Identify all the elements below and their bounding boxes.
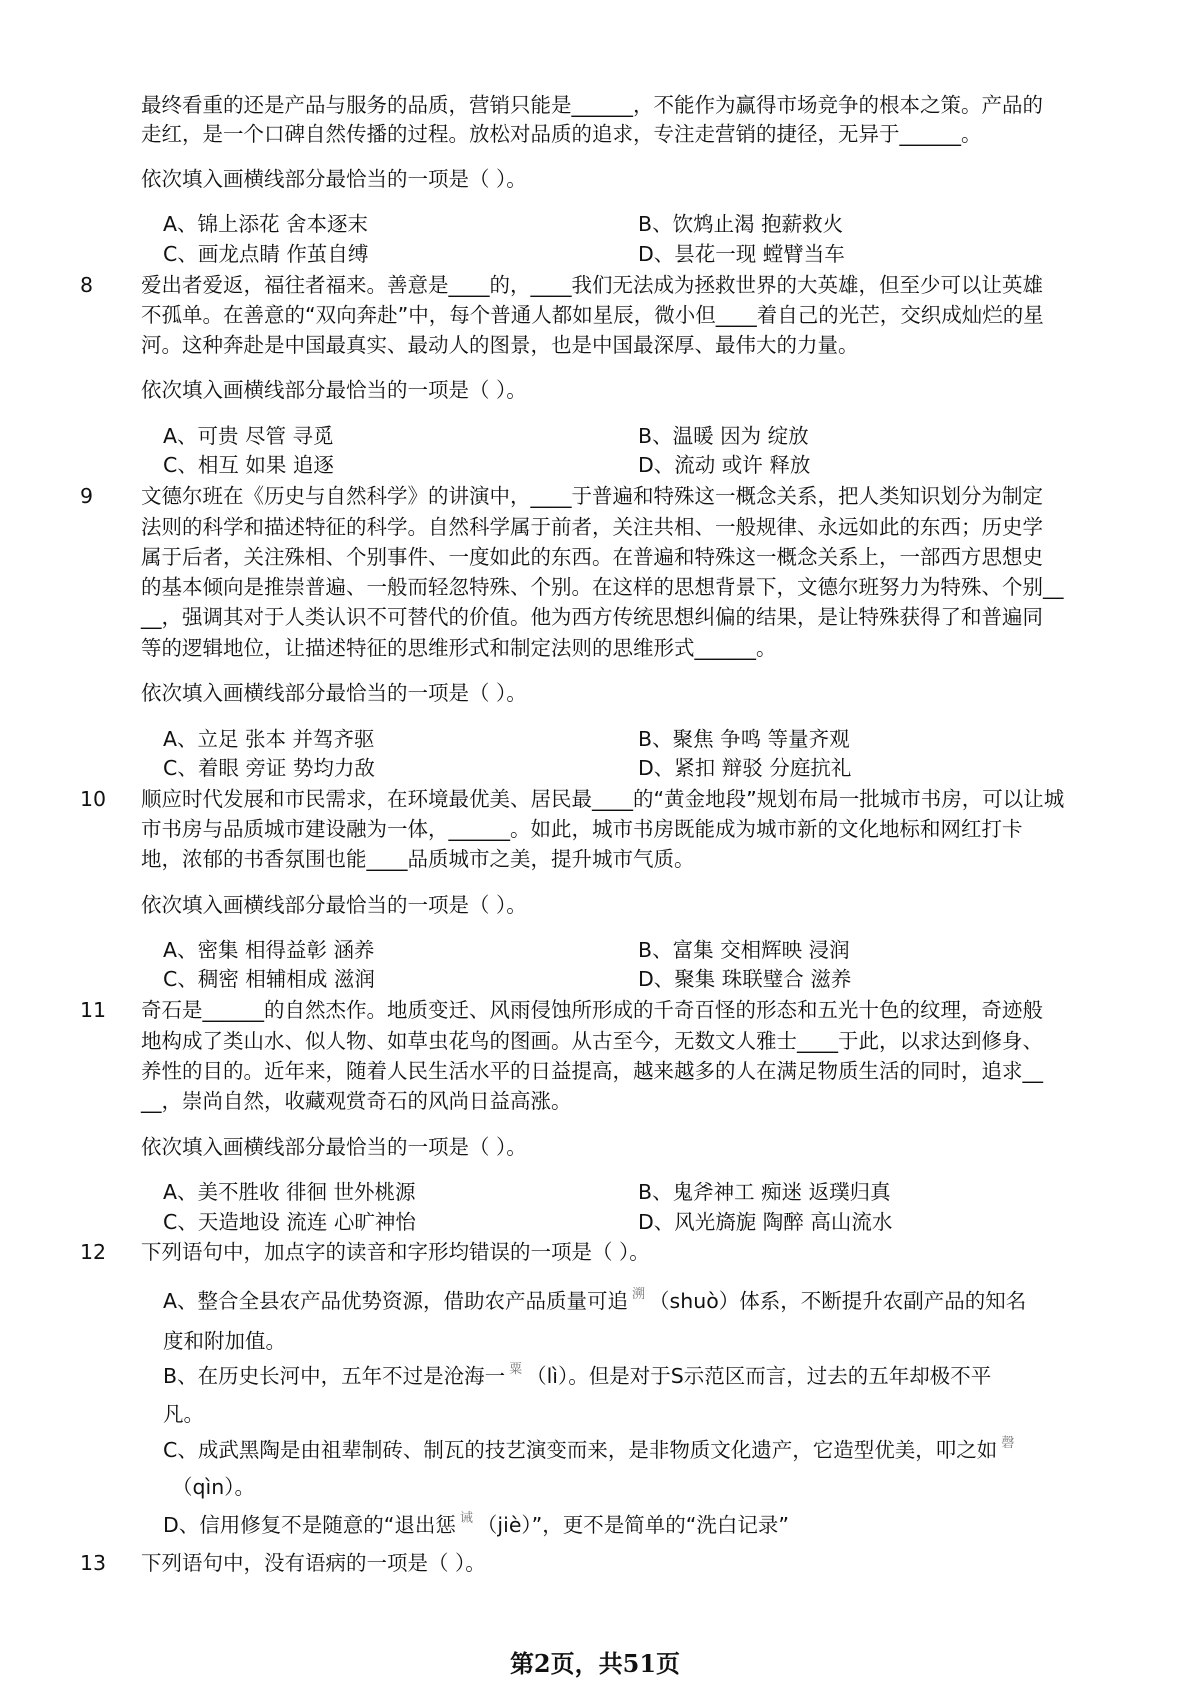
question-10-text-line: 市书房与品质城市建设融为一体，______。如此，城市书房既能成为城市新的文化地标和网红打卡 [141,817,1023,841]
question-11-text-line: 地构成了类山水、似人物、如草虫花鸟的图画。从古至今，无数文人雅士____于此，以求达到修身、 [141,1029,1043,1053]
dotted-character: 溯 [632,1287,646,1302]
question-12-option-c [163,1437,1018,1467]
question-9-text-line: 的基本倾向是推崇普遍、一般而轻忽特殊、个别。在这样的思想背景下，文德尔班努力为特殊、个别__ [141,575,1064,599]
option-text: （lì）。但是对于S示范区而言，过去的五年却极不平 [526,1364,992,1388]
question-12-option-d [163,1512,789,1542]
question-9-number: 9 [80,484,94,508]
question-7-option-a: A、锦上添花 舍本逐末 [163,212,369,236]
question-12-number: 12 [80,1240,107,1264]
question-11-prompt: 依次填入画横线部分最恰当的一项是（ ）。 [141,1135,527,1159]
question-10-option-c: C、稠密 相辅相成 滋润 [163,967,375,991]
question-7-text-line: 走红，是一个口碑自然传播的过程。放松对品质的追求，专注走营销的捷径，无异于______。 [141,122,982,146]
question-12-option-b-continued: 凡。 [163,1402,204,1426]
option-text: A、整合全县农产品优势资源，借助农产品质量可追 [163,1289,629,1313]
question-8-text-line: 爱出者爱返，福往者福来。善意是____的，____我们无法成为拯救世界的大英雄，但至少可以让英雄 [141,273,1043,297]
question-7-option-d: D、昙花一现 螳臂当车 [638,242,845,266]
question-11-option-d: D、风光旖旎 陶醉 高山流水 [638,1210,893,1234]
question-11-option-b: B、鬼斧神工 痴迷 返璞归真 [638,1180,891,1204]
question-10-option-b: B、富集 交相辉映 浸润 [638,938,850,962]
question-8-option-c: C、相互 如果 追逐 [163,453,334,477]
dotted-character: 诫 [459,1511,473,1526]
question-9-option-d: D、紧扣 辩驳 分庭抗礼 [638,756,852,780]
question-8-prompt: 依次填入画横线部分最恰当的一项是（ ）。 [141,378,527,402]
question-7-option-c: C、画龙点睛 作茧自缚 [163,242,369,266]
question-9-prompt: 依次填入画横线部分最恰当的一项是（ ）。 [141,681,527,705]
option-text: C、成武黑陶是由祖辈制砖、制瓦的技艺演变而来，是非物质文化遗产，它造型优美，叩之如 [163,1438,998,1462]
question-13-stem: 下列语句中，没有语病的一项是（ ）。 [141,1551,486,1575]
question-12-stem: 下列语句中，加点字的读音和字形均错误的一项是（ ）。 [141,1240,650,1264]
question-11-option-a: A、美不胜收 徘徊 世外桃源 [163,1180,416,1204]
question-9-text-line: 法则的科学和描述特征的科学。自然科学属于前者，关注共相、一般规律、永远如此的东西；历史学 [141,515,1043,539]
option-text: D、信用修复不是随意的“退出惩 [163,1513,456,1537]
question-10-text-line: 顺应时代发展和市民需求，在环境最优美、居民最____的“黄金地段”规划布局一批城市书房，可以让城 [141,787,1065,811]
question-11-text-line: __，崇尚自然，收藏观赏奇石的风尚日益高涨。 [141,1089,572,1113]
question-12-option-a-continued: 度和附加值。 [163,1329,286,1353]
question-12-option-a [163,1288,1026,1318]
question-8-number: 8 [80,273,94,297]
question-8-option-a: A、可贵 尽管 寻觅 [163,424,334,448]
question-11-text-line: 奇石是______的自然杰作。地质变迁、风雨侵蚀所形成的千奇百怪的形态和五光十色的纹理，奇迹般 [141,998,1043,1022]
option-text: （shuò）体系，不断提升农副产品的知名 [649,1289,1027,1313]
question-10-number: 10 [80,787,107,811]
question-11-text-line: 养性的目的。近年来，随着人民生活水平的日益提高，越来越多的人在满足物质生活的同时，追求__ [141,1059,1043,1083]
question-9-option-a: A、立足 张本 并驾齐驱 [163,727,375,751]
question-7-option-b: B、饮鸩止渴 抱薪救火 [638,212,844,236]
option-text: B、在历史长河中，五年不过是沧海一 [163,1364,506,1388]
question-12-option-b [163,1363,991,1393]
question-8-option-d: D、流动 或许 释放 [638,453,811,477]
dotted-character: 磬 [1001,1436,1015,1451]
question-8-text-line: 河。这种奔赴是中国最真实、最动人的图景，也是中国最深厚、最伟大的力量。 [141,333,859,357]
question-9-text-line: 文德尔班在《历史与自然科学》的讲演中，____于普遍和特殊这一概念关系，把人类知识划分为制定 [141,484,1043,508]
question-11-option-c: C、天造地设 流连 心旷神怡 [163,1210,416,1234]
question-9-option-b: B、聚焦 争鸣 等量齐观 [638,727,850,751]
question-10-option-d: D、聚集 珠联璧合 滋养 [638,967,852,991]
option-text: （jiè）”，更不是简单的“洗白记录” [476,1513,790,1537]
page-footer: 第2页，共51页 [509,1649,681,1678]
question-8-option-b: B、温暖 因为 绽放 [638,424,809,448]
question-11-number: 11 [80,998,107,1022]
question-9-text-line: 等的逻辑地位，让描述特征的思维形式和制定法则的思维形式______。 [141,636,777,660]
question-9-text-line: __，强调其对于人类认识不可替代的价值。他为西方传统思想纠偏的结果，是让特殊获得了和普遍同 [141,605,1043,629]
question-10-text-line: 地，浓郁的书香氛围也能____品质城市之美，提升城市气质。 [141,847,695,871]
dotted-character: 粟 [509,1362,523,1377]
question-13-number: 13 [80,1551,107,1575]
question-7-prompt: 依次填入画横线部分最恰当的一项是（ ）。 [141,167,527,191]
question-9-text-line: 属于后者，关注殊相、个别事件、一度如此的东西。在普遍和特殊这一概念关系上，一部西方思想史 [141,545,1043,569]
question-10-prompt: 依次填入画横线部分最恰当的一项是（ ）。 [141,893,527,917]
question-10-option-a: A、密集 相得益彰 涵养 [163,938,375,962]
question-12-option-c-continued: （qìn）。 [172,1475,255,1499]
question-8-text-line: 不孤单。在善意的“双向奔赴”中，每个普通人都如星辰，微小但____着自己的光芒，交织成灿烂的星 [141,303,1044,327]
question-9-option-c: C、着眼 旁证 势均力敌 [163,756,375,780]
question-7-text-line: 最终看重的还是产品与服务的品质，营销只能是______，不能作为赢得市场竞争的根本之策。产品的 [141,93,1043,117]
